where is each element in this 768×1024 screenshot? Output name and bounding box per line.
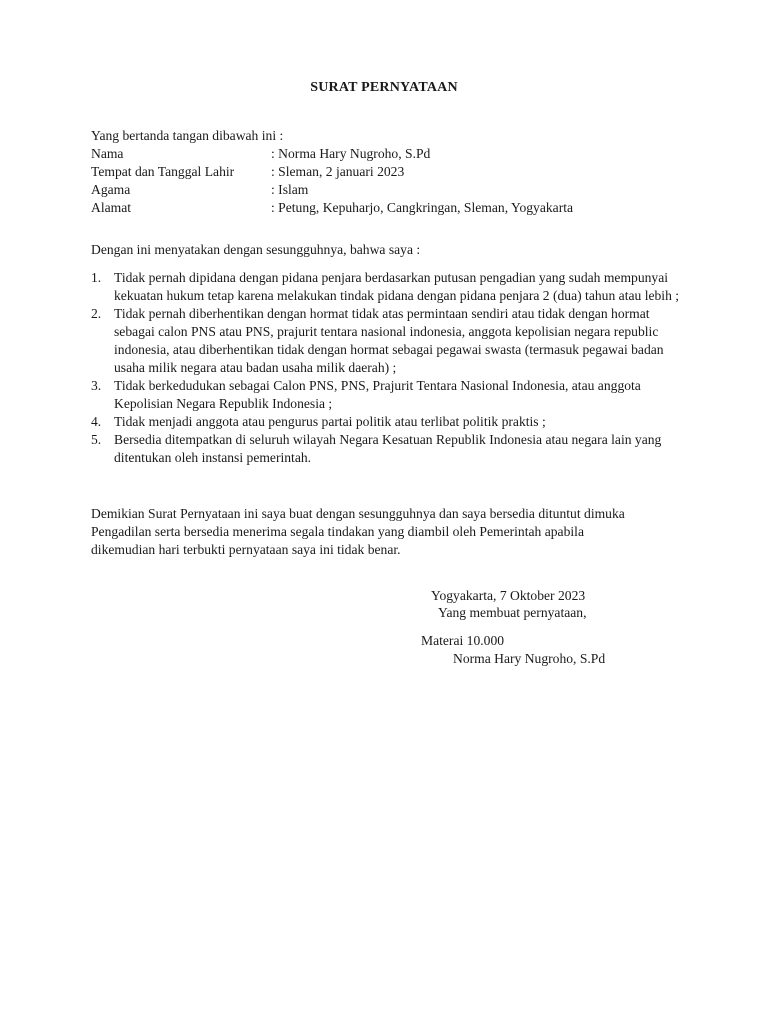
document-title: SURAT PERNYATAAN	[310, 80, 458, 95]
identity-row-name	[91, 145, 573, 163]
closing-paragraph: Demikian Surat Pernyataan ini saya buat dengan sesungguhnya dan saya bersedia dituntut dimuka Pengadilan serta bersedia menerima segala tindakan yang diambil oleh Pemerintah apabila dikemudian hari terbukti pernyataan saya ini tidak benar.	[91, 506, 625, 557]
declaration-list	[91, 269, 691, 467]
identity-label: Tempat dan Tanggal Lahir	[91, 164, 235, 179]
list-item	[91, 413, 691, 431]
list-text: Tidak menjadi anggota atau pengurus partai politik atau terlibat politik praktis ;	[114, 414, 546, 429]
identity-value: : Petung, Kepuharjo, Cangkringan, Sleman, Yogyakarta	[271, 200, 574, 215]
identity-value: : Islam	[271, 182, 309, 197]
identity-row-birth	[91, 163, 573, 181]
signer-name: Norma Hary Nugroho, S.Pd	[453, 651, 606, 666]
identity-row-religion	[91, 181, 573, 199]
identity-value: : Norma Hary Nugroho, S.Pd	[271, 146, 431, 161]
list-number: 4.	[91, 414, 102, 429]
stamp-duty-label: Materai 10.000	[421, 633, 505, 648]
list-item	[91, 269, 691, 305]
identity-label: Alamat	[91, 200, 132, 215]
identity-row-address	[91, 199, 573, 217]
list-number: 1.	[91, 270, 102, 285]
list-number: 2.	[91, 306, 102, 321]
list-item	[91, 431, 691, 467]
identity-value: : Sleman, 2 januari 2023	[271, 164, 405, 179]
signature-maker-label: Yang membuat pernyataan,	[438, 605, 587, 620]
list-item	[91, 377, 691, 413]
list-text: Tidak pernah diberhentikan dengan hormat tidak atas permintaan sendiri atau tidak dengan hormat sebagai calon PNS atau PNS, prajurit tentara nasional indonesia, anggota kepolisian negara republic indonesia, atau diberhentikan tidak dengan hormat sebagai pegawai swasta (termasuk pegawai badan usaha milik negara atau badan usaha milik daerah) ;	[114, 306, 664, 375]
list-text: Tidak berkedudukan sebagai Calon PNS, PNS, Prajurit Tentara Nasional Indonesia, atau anggota Kepolisian Negara Republik Indonesia ;	[114, 378, 641, 411]
intro-text: Yang bertanda tangan dibawah ini :	[91, 128, 284, 143]
identity-label: Agama	[91, 182, 131, 197]
identity-label: Nama	[91, 146, 124, 161]
statement-text: Dengan ini menyatakan dengan sesungguhnya, bahwa saya :	[91, 242, 421, 257]
identity-block	[91, 145, 573, 217]
list-number: 5.	[91, 432, 102, 447]
list-text: Bersedia ditempatkan di seluruh wilayah Negara Kesatuan Republik Indonesia atau negara lain yang ditentukan oleh instansi pemerintah.	[114, 432, 662, 465]
signature-place-date: Yogyakarta, 7 Oktober 2023	[431, 588, 586, 603]
list-item	[91, 305, 691, 377]
list-text: Tidak pernah dipidana dengan pidana penjara berdasarkan putusan pengadian yang sudah mempunyai kekuatan hukum tetap karena melakukan tindak pidana dengan pidana penjara 2 (dua) tahun atau lebih ;	[114, 270, 680, 303]
list-number: 3.	[91, 378, 102, 393]
